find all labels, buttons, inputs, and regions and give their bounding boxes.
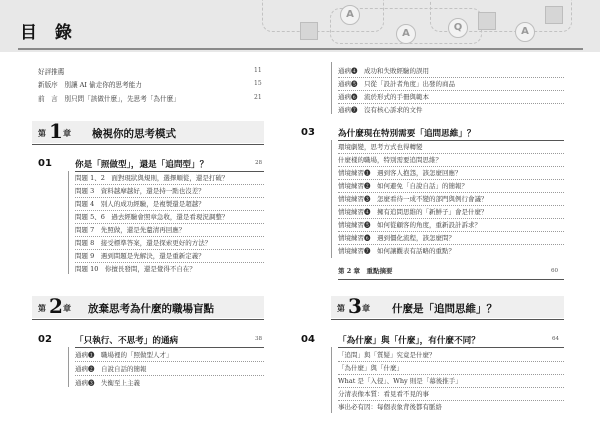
chapter-prefix: 第 (38, 128, 46, 138)
item-divider (338, 231, 564, 232)
list-item[interactable]: 情境練習❻ 遇到僵化流程，該怎麼問？ (338, 234, 455, 242)
chapter-rule (32, 144, 264, 145)
list-item[interactable]: 通病❺ 只從「設計者角度」出發的商品 (338, 80, 455, 88)
section-page: 38 (255, 336, 263, 342)
list-item[interactable]: What 是「入侵」、Why 則是「幕後推手」 (338, 377, 462, 385)
list-item[interactable]: 情境練習❶ 遇到客人抱怨，該怎麼回應？ (338, 169, 462, 177)
section-side-line (68, 347, 69, 387)
chapter-title[interactable]: 放棄思考為什麼的職場盲點 (88, 303, 214, 315)
list-item[interactable]: 問題 3 資料越摩越好，還是持一點也沒差？ (75, 187, 205, 195)
section-title[interactable]: 「只執行、不思考」的通病 (75, 336, 179, 346)
section-title[interactable]: 「為什麼」與「什麼」，有什麼不同？ (338, 336, 480, 346)
list-item[interactable]: 問題 5、6 過去經驗會照章急收，還是看現況調整？ (75, 213, 229, 221)
section-page: 64 (552, 336, 560, 342)
item-divider (75, 210, 264, 211)
chapter-number: 3 (348, 294, 362, 318)
section-side-line (331, 62, 332, 114)
item-divider (338, 90, 564, 91)
chapter-prefix: 第 (38, 303, 46, 313)
section-number: 02 (38, 334, 52, 345)
item-divider (338, 361, 564, 362)
chapter-number: 2 (49, 294, 63, 318)
list-item[interactable]: 「為什麼」與「什麼」 (338, 364, 403, 372)
list-item[interactable]: 「追問」與「質疑」究竟是什麼？ (338, 351, 436, 359)
chapter-title[interactable]: 檢視你的思考模式 (92, 128, 176, 140)
section-number: 03 (301, 127, 315, 138)
item-divider (338, 400, 564, 401)
chapter-suffix: 章 (63, 303, 71, 313)
item-divider (338, 244, 564, 245)
list-item[interactable]: 問題 1、2 面對現狀與規則，選擇順從，還是打破？ (75, 174, 229, 182)
chapter-title[interactable]: 什麼是「追問思維」？ (392, 303, 497, 315)
section-page: 28 (255, 160, 263, 166)
list-item[interactable]: 通病❼ 沒有核心訴求的文件 (338, 106, 423, 114)
letter-a-circle-icon: A (340, 5, 360, 25)
letter-a-circle-icon: A (396, 24, 416, 44)
chapter-prefix: 第 (337, 303, 345, 313)
list-item[interactable]: 情境練習❺ 如何從顧客的角度，重新設計訴求？ (338, 221, 481, 229)
item-divider (338, 153, 564, 154)
item-divider (75, 375, 264, 376)
chapter-summary-link[interactable]: 第 2 章 重點摘要 (338, 267, 393, 275)
chapter-rule (32, 319, 264, 320)
list-item[interactable]: 情境練習❹ 擁有追問思維的「新鮮子」會是什麼？ (338, 208, 488, 216)
section-title[interactable]: 為什麼現在特別需要「追問思維」？ (338, 129, 476, 139)
list-item[interactable]: 通病❸ 失衡至上主義 (75, 379, 140, 387)
item-divider (338, 205, 564, 206)
section-title[interactable]: 你是「照做型」，還是「追問型」？ (75, 160, 209, 170)
item-divider (75, 184, 264, 185)
section-side-line (331, 140, 332, 258)
list-item[interactable]: 事出必有因：每個表象背後都有脈絡 (338, 403, 442, 411)
item-divider (75, 197, 264, 198)
list-item[interactable]: 什麼樣的職場，特別需要追問思維？ (338, 156, 442, 164)
front-item-label[interactable]: 前 言 別只問「該做什麼」，先思考「為什麼」 (38, 95, 180, 103)
header-banner (0, 0, 600, 52)
letter-a-circle-icon: A (515, 22, 535, 42)
chapter-suffix: 章 (362, 303, 370, 313)
section-side-line (68, 171, 69, 274)
item-divider (75, 262, 264, 263)
list-item[interactable]: 情境練習❷ 如何避免「自說自話」的簡報？ (338, 182, 468, 190)
item-divider (75, 249, 264, 250)
section-rule (338, 347, 564, 348)
item-divider (338, 179, 564, 180)
list-item[interactable]: 通病❷ 自說自話的簡報 (75, 365, 147, 373)
item-divider (338, 166, 564, 167)
item-divider (338, 387, 564, 388)
front-item-label[interactable]: 好評推薦 (38, 68, 65, 76)
toc-title: 目 錄 (20, 23, 78, 43)
list-item[interactable]: 問題 4 別人的成功經驗，是複製還是超越？ (75, 200, 205, 208)
list-item[interactable]: 問題 8 接受標準答案，還是探索更好的方法？ (75, 239, 212, 247)
chapter-suffix: 章 (63, 128, 71, 138)
item-divider (338, 218, 564, 219)
item-divider (75, 223, 264, 224)
section-side-line (331, 347, 332, 413)
square-decoration (300, 22, 318, 40)
item-divider (75, 236, 264, 237)
front-item-page: 11 (254, 67, 262, 74)
chapter-rule (331, 319, 564, 320)
front-item-label[interactable]: 新版序 別讓 AI 偷走你的思考能力 (38, 81, 142, 89)
item-divider (338, 77, 564, 78)
section-rule (75, 171, 264, 172)
chapter-number: 1 (49, 119, 63, 143)
list-item[interactable]: 問題 9 遇到問題是先解決，還是重新定義？ (75, 252, 205, 260)
item-divider (338, 103, 564, 104)
list-item[interactable]: 環境劇變，思考方式也得轉變 (338, 143, 423, 151)
header-divider (18, 48, 583, 50)
section-rule (75, 347, 264, 348)
list-item[interactable]: 問題 10 你擅長發問，還是覺得不自在？ (75, 265, 196, 273)
list-item[interactable]: 分清表像本質：看見看不見的事 (338, 390, 429, 398)
section-rule (338, 140, 564, 141)
square-decoration (545, 6, 563, 24)
list-item[interactable]: 通病❻ 流於形式的手冊與範本 (338, 93, 429, 101)
front-item-page: 15 (254, 80, 262, 87)
item-divider (75, 361, 264, 362)
section-number: 01 (38, 158, 52, 169)
front-item-page: 21 (254, 94, 262, 101)
list-item[interactable]: 問題 7 先照做，還是先釐清再回應？ (75, 226, 186, 234)
section-rule (338, 279, 564, 280)
section-number: 04 (301, 334, 315, 345)
list-item[interactable]: 情境練習❸ 怎麼看待一成不變的部門與例行會議？ (338, 195, 488, 203)
letter-q-circle-icon: Q (448, 18, 468, 38)
item-divider (338, 374, 564, 375)
item-divider (338, 192, 564, 193)
list-item[interactable]: 通病❹ 成功和失敗經驗的誤用 (338, 67, 429, 75)
summary-page: 60 (551, 268, 559, 274)
list-item[interactable]: 情境練習❼ 如何讓觀表有話略的重點？ (338, 247, 455, 255)
square-decoration (478, 12, 496, 30)
list-item[interactable]: 通病❶ 職場裡的「照做型人才」 (75, 351, 173, 359)
